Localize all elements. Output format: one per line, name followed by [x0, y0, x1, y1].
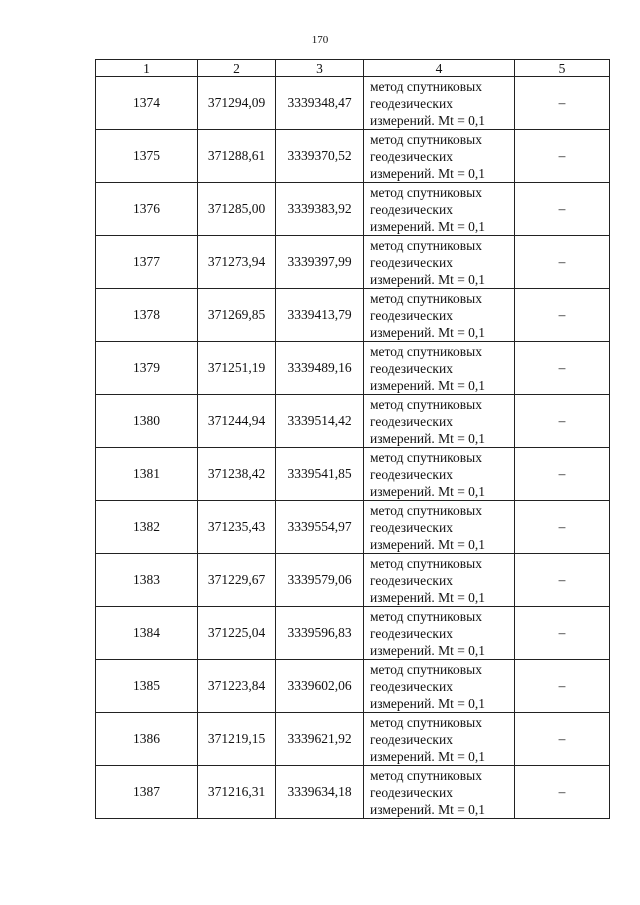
x-coordinate-cell: 371251,19	[198, 342, 276, 395]
table-row	[96, 342, 610, 395]
method-line: геодезических	[370, 95, 453, 111]
method-line: геодезических	[370, 307, 453, 323]
method-line: измерений. Mt = 0,1	[370, 271, 486, 287]
method-line: метод спутниковых	[370, 502, 482, 518]
method-line: метод спутниковых	[370, 449, 482, 465]
y-coordinate-cell: 3339413,79	[276, 289, 364, 342]
x-coordinate-cell: 371273,94	[198, 236, 276, 289]
method-line: метод спутниковых	[370, 343, 482, 359]
column-5-cell: –	[515, 501, 610, 554]
table-row	[96, 660, 610, 713]
y-coordinate-cell: 3339554,97	[276, 501, 364, 554]
method-cell	[364, 130, 515, 183]
point-number-cell: 1374	[96, 77, 198, 130]
column-5-cell: –	[515, 395, 610, 448]
x-coordinate-cell: 371294,09	[198, 77, 276, 130]
y-coordinate-cell: 3339596,83	[276, 607, 364, 660]
column-5-cell: –	[515, 236, 610, 289]
method-cell	[364, 448, 515, 501]
method-line: измерений. Mt = 0,1	[370, 112, 486, 128]
point-number-cell: 1386	[96, 713, 198, 766]
method-line: геодезических	[370, 466, 453, 482]
table-body	[96, 77, 610, 819]
table-row	[96, 554, 610, 607]
point-number-cell: 1384	[96, 607, 198, 660]
x-coordinate-cell: 371223,84	[198, 660, 276, 713]
x-coordinate-cell: 371216,31	[198, 766, 276, 819]
table-row	[96, 236, 610, 289]
method-line: геодезических	[370, 731, 453, 747]
header-col-2: 2	[198, 60, 276, 77]
column-5-cell: –	[515, 77, 610, 130]
method-line: геодезических	[370, 201, 453, 217]
y-coordinate-cell: 3339602,06	[276, 660, 364, 713]
method-cell	[364, 77, 515, 130]
y-coordinate-cell: 3339489,16	[276, 342, 364, 395]
point-number-cell: 1387	[96, 766, 198, 819]
method-line: измерений. Mt = 0,1	[370, 218, 486, 234]
table-row	[96, 501, 610, 554]
y-coordinate-cell: 3339514,42	[276, 395, 364, 448]
x-coordinate-cell: 371288,61	[198, 130, 276, 183]
method-line: метод спутниковых	[370, 608, 482, 624]
header-col-5: 5	[515, 60, 610, 77]
method-cell	[364, 236, 515, 289]
y-coordinate-cell: 3339397,99	[276, 236, 364, 289]
y-coordinate-cell: 3339634,18	[276, 766, 364, 819]
method-cell	[364, 501, 515, 554]
x-coordinate-cell: 371244,94	[198, 395, 276, 448]
y-coordinate-cell: 3339370,52	[276, 130, 364, 183]
method-line: геодезических	[370, 254, 453, 270]
y-coordinate-cell: 3339348,47	[276, 77, 364, 130]
point-number-cell: 1376	[96, 183, 198, 236]
method-cell	[364, 660, 515, 713]
column-5-cell: –	[515, 607, 610, 660]
method-line: метод спутниковых	[370, 290, 482, 306]
method-cell	[364, 554, 515, 607]
method-cell	[364, 342, 515, 395]
method-cell	[364, 183, 515, 236]
table-row	[96, 607, 610, 660]
method-line: метод спутниковых	[370, 714, 482, 730]
method-cell	[364, 395, 515, 448]
column-5-cell: –	[515, 448, 610, 501]
coordinates-table	[95, 59, 610, 819]
table-row	[96, 130, 610, 183]
table-row	[96, 448, 610, 501]
method-line: метод спутниковых	[370, 555, 482, 571]
column-5-cell: –	[515, 766, 610, 819]
method-line: геодезических	[370, 572, 453, 588]
column-5-cell: –	[515, 713, 610, 766]
column-5-cell: –	[515, 130, 610, 183]
method-line: метод спутниковых	[370, 78, 482, 94]
header-col-3: 3	[276, 60, 364, 77]
point-number-cell: 1385	[96, 660, 198, 713]
point-number-cell: 1375	[96, 130, 198, 183]
method-line: метод спутниковых	[370, 131, 482, 147]
header-col-4: 4	[364, 60, 515, 77]
point-number-cell: 1378	[96, 289, 198, 342]
x-coordinate-cell: 371219,15	[198, 713, 276, 766]
page-number: 170	[311, 34, 329, 46]
method-line: метод спутниковых	[370, 237, 482, 253]
column-5-cell: –	[515, 554, 610, 607]
method-cell	[364, 766, 515, 819]
header-row	[96, 60, 610, 77]
header-col-1: 1	[96, 60, 198, 77]
point-number-cell: 1381	[96, 448, 198, 501]
method-line: геодезических	[370, 678, 453, 694]
y-coordinate-cell: 3339579,06	[276, 554, 364, 607]
method-line: измерений. Mt = 0,1	[370, 801, 486, 817]
method-line: геодезических	[370, 784, 453, 800]
y-coordinate-cell: 3339383,92	[276, 183, 364, 236]
method-line: измерений. Mt = 0,1	[370, 695, 486, 711]
method-line: измерений. Mt = 0,1	[370, 483, 486, 499]
table-row	[96, 183, 610, 236]
method-line: геодезических	[370, 519, 453, 535]
method-line: измерений. Mt = 0,1	[370, 589, 486, 605]
method-cell	[364, 713, 515, 766]
method-line: геодезических	[370, 625, 453, 641]
x-coordinate-cell: 371269,85	[198, 289, 276, 342]
method-line: геодезических	[370, 413, 453, 429]
point-number-cell: 1377	[96, 236, 198, 289]
column-5-cell: –	[515, 342, 610, 395]
table-row	[96, 766, 610, 819]
method-line: геодезических	[370, 360, 453, 376]
method-line: метод спутниковых	[370, 767, 482, 783]
point-number-cell: 1380	[96, 395, 198, 448]
method-cell	[364, 289, 515, 342]
column-5-cell: –	[515, 183, 610, 236]
point-number-cell: 1379	[96, 342, 198, 395]
table-row	[96, 713, 610, 766]
method-line: метод спутниковых	[370, 396, 482, 412]
column-5-cell: –	[515, 289, 610, 342]
method-line: измерений. Mt = 0,1	[370, 430, 486, 446]
method-line: метод спутниковых	[370, 661, 482, 677]
method-line: измерений. Mt = 0,1	[370, 748, 486, 764]
method-line: измерений. Mt = 0,1	[370, 536, 486, 552]
method-line: метод спутниковых	[370, 184, 482, 200]
x-coordinate-cell: 371235,43	[198, 501, 276, 554]
y-coordinate-cell: 3339621,92	[276, 713, 364, 766]
table-row	[96, 289, 610, 342]
table-row	[96, 77, 610, 130]
method-line: геодезических	[370, 148, 453, 164]
x-coordinate-cell: 371238,42	[198, 448, 276, 501]
point-number-cell: 1382	[96, 501, 198, 554]
method-cell	[364, 607, 515, 660]
method-line: измерений. Mt = 0,1	[370, 165, 486, 181]
x-coordinate-cell: 371285,00	[198, 183, 276, 236]
table-row	[96, 395, 610, 448]
x-coordinate-cell: 371229,67	[198, 554, 276, 607]
method-line: измерений. Mt = 0,1	[370, 377, 486, 393]
y-coordinate-cell: 3339541,85	[276, 448, 364, 501]
table-header	[96, 60, 610, 77]
point-number-cell: 1383	[96, 554, 198, 607]
column-5-cell: –	[515, 660, 610, 713]
method-line: измерений. Mt = 0,1	[370, 324, 486, 340]
x-coordinate-cell: 371225,04	[198, 607, 276, 660]
method-line: измерений. Mt = 0,1	[370, 642, 486, 658]
